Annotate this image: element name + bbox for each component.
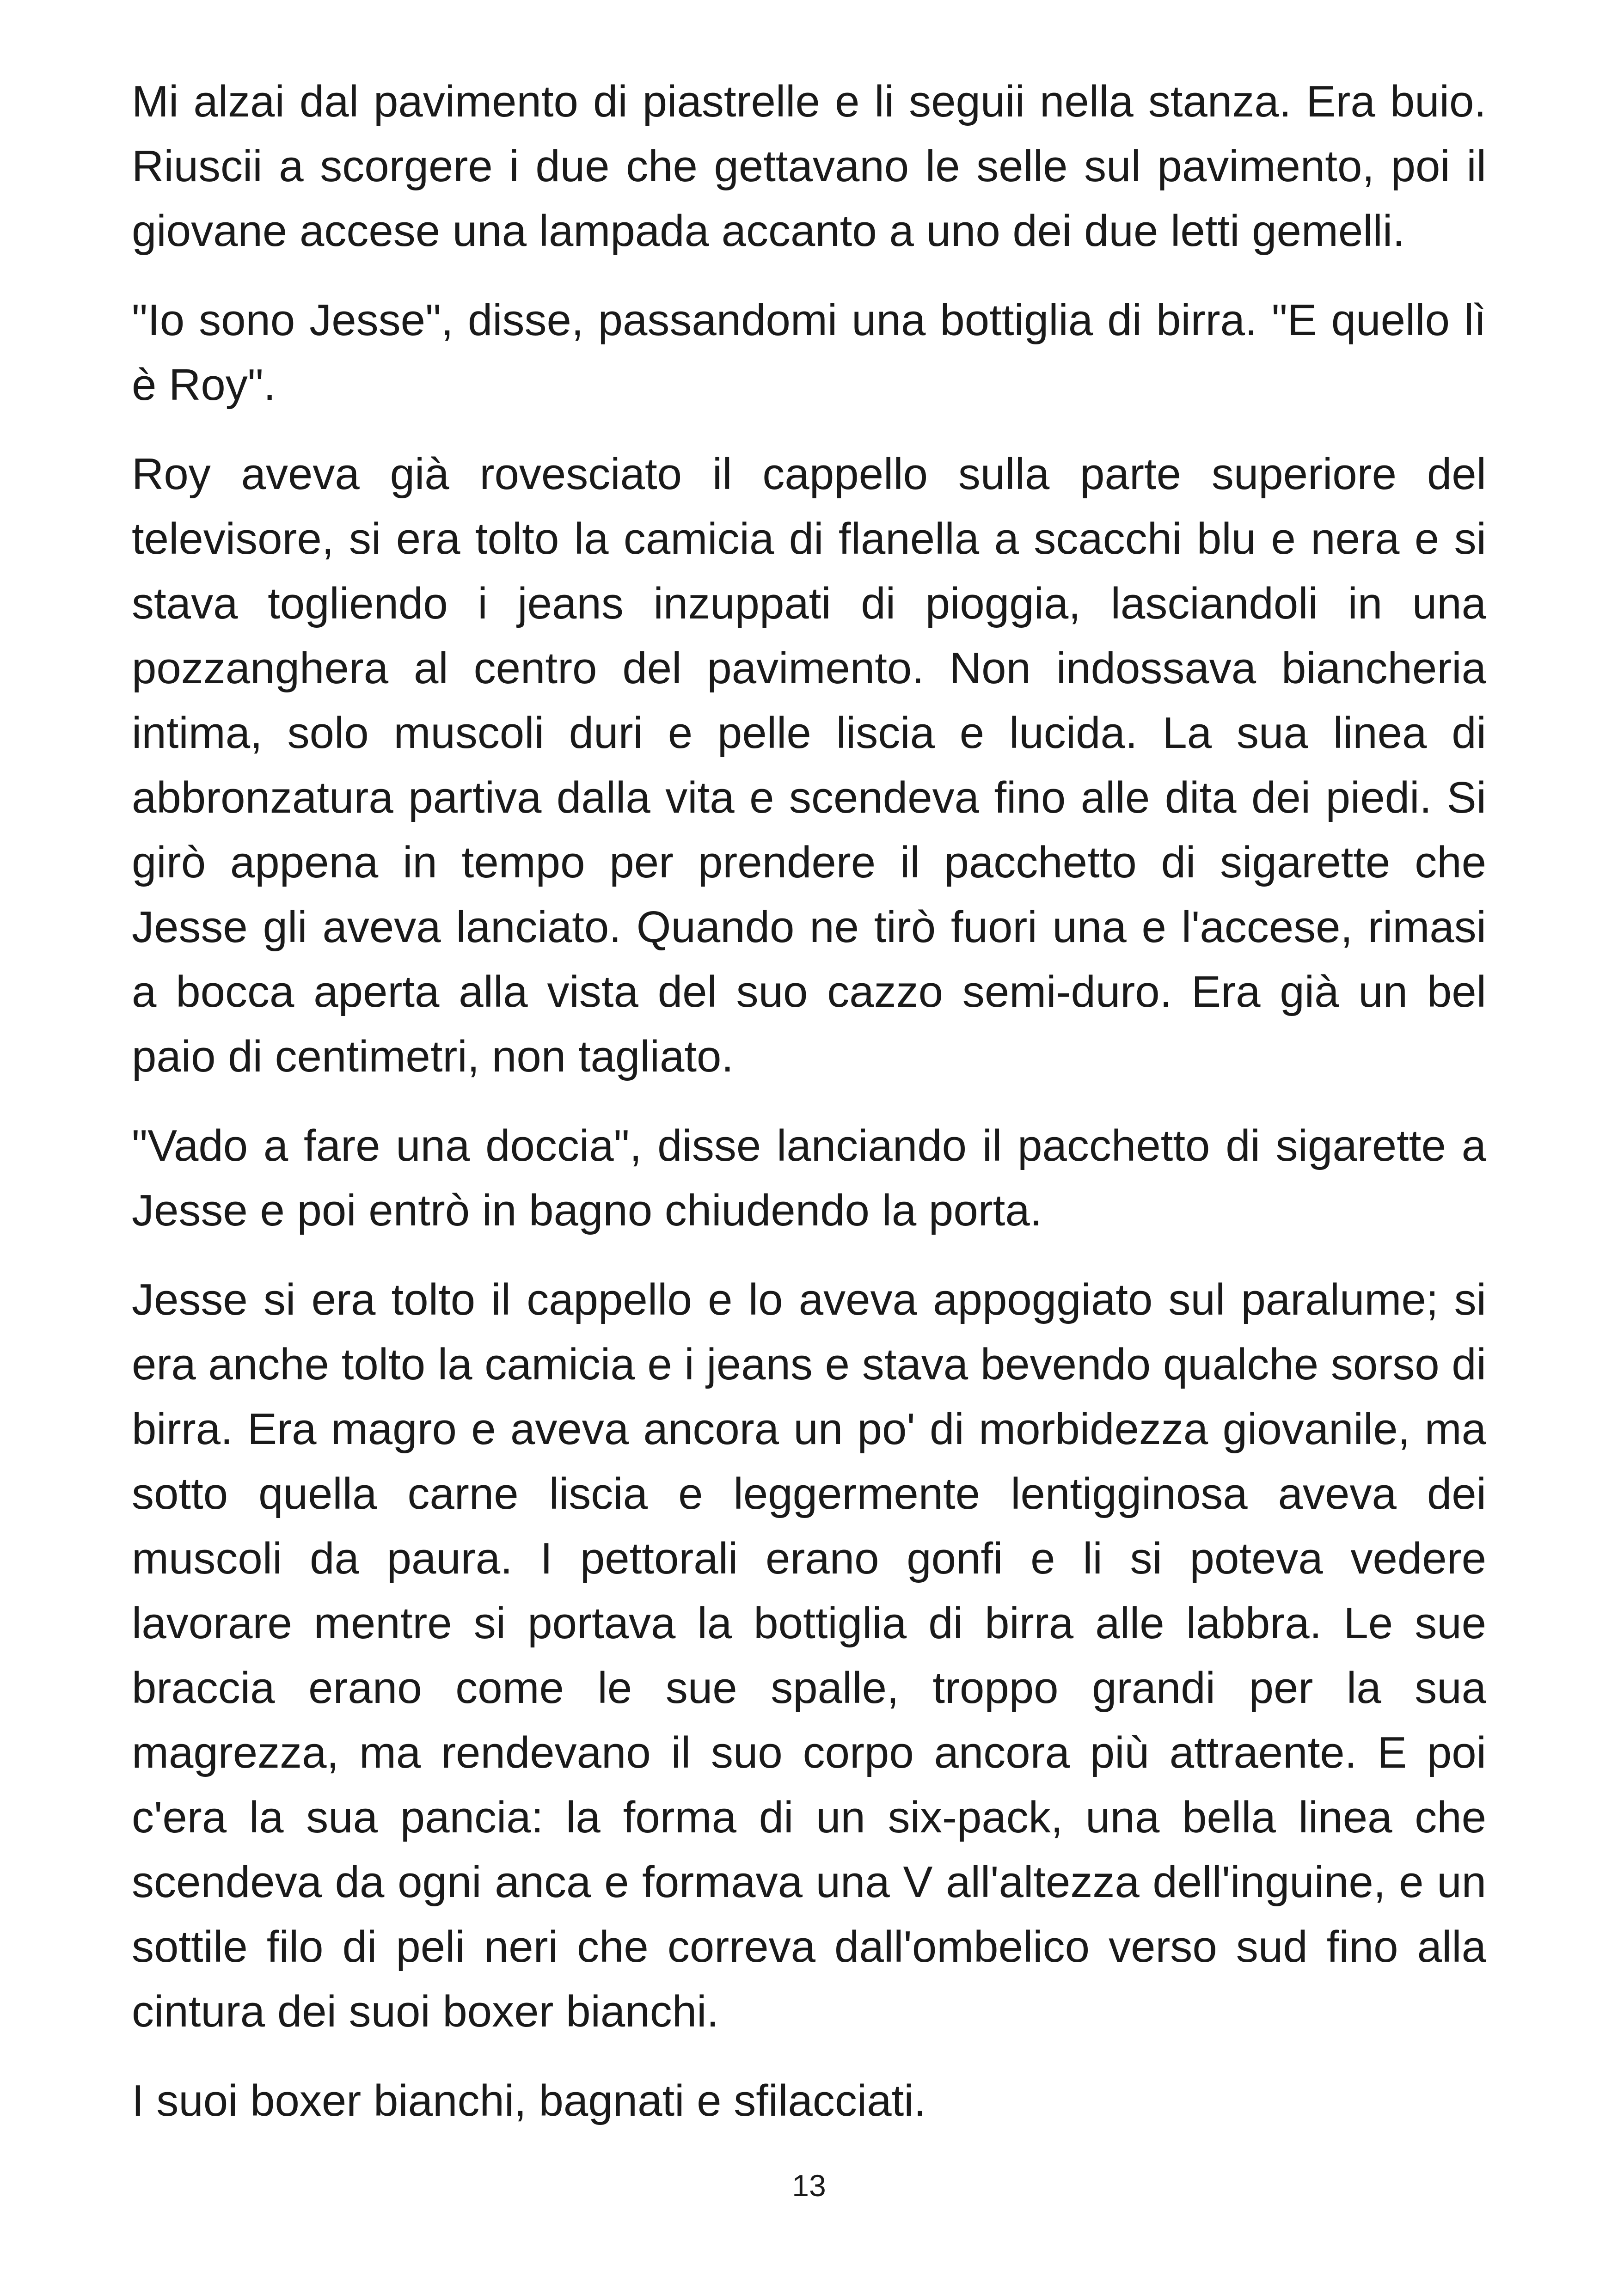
paragraph-2: "Io sono Jesse", disse, passandomi una bottiglia di birra. "E quello lì è Roy". [132,295,1486,410]
paragraph-4: "Vado a fare una doccia", disse lanciando il pacchetto di sigarette a Jesse e poi entrò in bagno chiudendo la porta. [132,1121,1486,1235]
paragraph-3: Roy aveva già rovesciato il cappello sulla parte superiore del televisore, si era tolto la camicia di flanella a scacchi blu e nera e si stava togliendo i jeans inzuppati di pioggia, lasciandoli in una pozzanghera al centro del pavimento. Non indossava biancheria intima, solo muscoli duri e pelle liscia e lucida. La sua linea di abbronzatura partiva dalla vita e scendeva fino alle dita dei piedi. Si girò appena in tempo per prendere il pacchetto di sigarette che Jesse gli aveva lanciato. Quando ne tirò fuori una e l'accese, rimasi a bocca aperta alla vista del suo cazzo semi-duro. Era già un bel paio di centimetri, non tagliato. [132,449,1486,1081]
paragraph-5: Jesse si era tolto il cappello e lo aveva appoggiato sul paralume; si era anche tolto la camicia e i jeans e stava bevendo qualche sorso di birra. Era magro e aveva ancora un po' di morbidezza giovanile, ma sotto quella carne liscia e leggermente lentigginosa aveva dei muscoli da paura. I pettorali erano gonfi e li si poteva vedere lavorare mentre si portava la bottiglia di birra alle labbra. Le sue braccia erano come le sue spalle, troppo grandi per la sua magrezza, ma rendevano il suo corpo ancora più attraente. E poi c'era la sua pancia: la forma di un six-pack, una bella linea che scendeva da ogni anca e formava una V all'altezza dell'inguine, e un sottile filo di peli neri che correva dall'ombelico verso sud fino alla cintura dei suoi boxer bianchi. [132,1275,1486,2036]
page-body [132,69,1486,2158]
page-number: 13 [792,2168,826,2203]
paragraph-1: Mi alzai dal pavimento di piastrelle e li seguii nella stanza. Era buio. Riuscii a scorgere i due che gettavano le selle sul pavimento, poi il giovane accese una lampada accanto a uno dei due letti gemelli. [132,77,1486,256]
paragraph-6: I suoi boxer bianchi, bagnati e sfilacciati. [132,2076,926,2125]
